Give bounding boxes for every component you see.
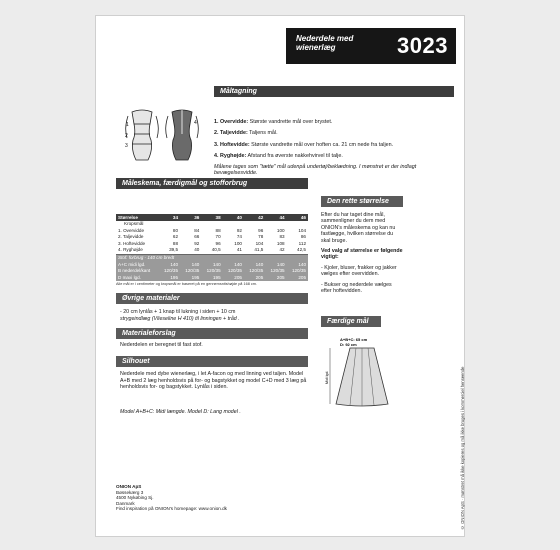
table-row: 3. Hoftevidde 88 92 96 100 104 108 112	[118, 240, 306, 246]
body-figures-illustration	[122, 104, 206, 174]
company-address: ONION ApS Bøssekærg 3 4500 Nykøbing Sj. Danmark Find inspiration på ONION's homepage: www.onion.dk	[116, 484, 227, 512]
table-row: 2. Taljevidde 62 66 70 74 78 83 86	[118, 234, 306, 240]
maltagning-title: Måltagning	[214, 86, 454, 97]
fig-label-1: 1	[126, 122, 129, 128]
size-table-header: Størrelse 34 36 38 40 42 44 46	[118, 214, 306, 220]
maltagning-note: Målene tages som "tætte" mål udenpå undertøj/beklædning. I mønstret er der indlagt bevægelsesvidde.	[214, 164, 417, 177]
table-row: Stof: forbrug - 140 cm bredt	[116, 254, 308, 261]
maleskema-title: Måleskema, færdigmål og stofforbrug	[116, 178, 308, 189]
size-table	[116, 214, 308, 281]
ovrige-text: - 20 cm lynlås + 1 knap til lukning i siden + 10 cm strygeindlæg (Vlieseline H 410) til linningen + tråd .	[120, 309, 240, 322]
faerdig-title: Færdige mål	[321, 316, 381, 327]
ovrige-title: Øvrige materialer	[116, 293, 308, 304]
diagram-label-d: D: 92 cm	[340, 342, 357, 347]
table-row: A+C midi lgd. 140 140 140 140 140 140 140	[118, 261, 306, 267]
copyright-sidebar: © ONION ApS · mønstret må ikke kopieres og må ikke bruges i kommerciel henseende	[460, 366, 465, 530]
silhouet-title: Silhouet	[116, 356, 308, 367]
fig-label-3: 3	[125, 143, 128, 149]
materiale-title: Materialeforslag	[116, 328, 308, 339]
fig-label-4: 4	[194, 120, 197, 126]
table-row: D maxi lgd. 195 195 195 205 205 205 205	[118, 274, 306, 280]
table-row: 1. Overvidde 80 84 88 92 96 100 104	[118, 227, 306, 233]
header-title: Nederdele med wienerlæg	[296, 34, 354, 52]
maltagning-item: 4. Ryghøjde: Afstand fra øverste nakkehvirvel til talje.	[214, 152, 343, 159]
pattern-number: 3023	[397, 33, 448, 58]
storrelse-text: Efter du har taget dine mål, sammenligner du dem med ONION's måleskema og kan nu fastlægge, hvilken størrelse du skal bruge. Ved valg af størrelse er følgende vigtigt: - Kjoler, bluser, frakker og jakker vælges efter overvidden. - Bukser og nederdele vælges efter hoftevidden.	[321, 212, 403, 295]
materiale-text: Nederdelen er beregnet til fast stof.	[120, 342, 203, 348]
skirt-diagram	[322, 334, 398, 414]
maltagning-item: 3. Hoftevidde: Største vandrette mål over hoften ca. 21 cm nede fra taljen.	[214, 141, 394, 148]
fig-label-2: 2	[125, 133, 128, 139]
diagram-label-abc: A+B+C: 65 cm	[340, 337, 368, 342]
table-row: 4. Ryghøjde 39,5 40 40,5 41 41,5 42 42,5	[118, 247, 306, 253]
silhouet-models: Model A+B+C: Midi længde. Model D: Lang model .	[120, 409, 241, 415]
maltagning-item: 2. Taljevidde: Taljens mål.	[214, 130, 278, 137]
diagram-side-label: Midi lgd.	[325, 370, 329, 384]
storrelse-title: Den rette størrelse	[321, 196, 403, 207]
maltagning-item: 1. Overvidde: Største vandrette mål over brystet.	[214, 119, 333, 125]
pattern-sheet	[95, 15, 465, 537]
table-row: Kropsmål	[124, 221, 144, 227]
table-footnote: Alle mål er i centimeter og kropsmål er baseret på en gennemsnitshøjde på 168 cm.	[116, 282, 257, 286]
table-row: B nederdel/kant 120/35 120/35 120/35 120/35 120/35 120/35 120/35	[118, 268, 306, 274]
maltagning-list	[214, 119, 454, 182]
silhouet-text: Nederdele med dybe wienerlæg, i let A-facon og med linning ved taljen. Model A+B med 2 læg henholdsvis på for- og bagstykket og model C+D med 3 læg på henholdsvis for- og bagstykket. Lynlås i siden.	[120, 371, 307, 391]
header-box	[286, 28, 456, 64]
